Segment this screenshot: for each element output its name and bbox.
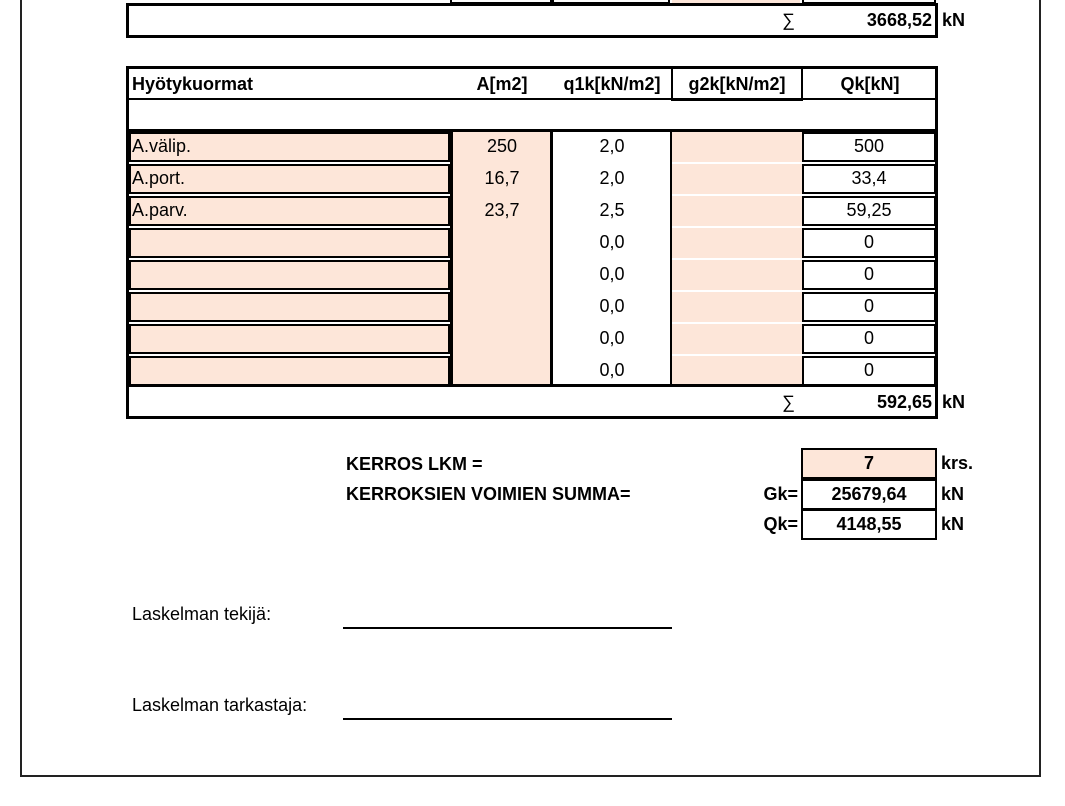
- row-qk: 500: [853, 136, 885, 156]
- row-qk: 0: [863, 264, 874, 284]
- header-g2k: g2k[kN/m2]: [688, 74, 786, 94]
- row-q1k: 0,0: [599, 264, 625, 284]
- row-name-cell[interactable]: [129, 356, 450, 386]
- row-q1k: 0,0: [599, 232, 625, 252]
- row-area: 250: [486, 136, 518, 156]
- row-g2k-cell[interactable]: [672, 228, 802, 258]
- qk-label: Qk=: [763, 514, 798, 534]
- sum-symbol: ∑: [782, 392, 795, 412]
- top-sum-unit: kN: [942, 10, 966, 30]
- row-q1k: 2,0: [599, 168, 625, 188]
- row-q1k: 2,5: [599, 200, 625, 220]
- forces-label: KERROKSIEN VOIMIEN SUMMA=: [346, 484, 631, 504]
- q1k-column-right-border: [670, 132, 672, 385]
- row-name-cell[interactable]: [129, 260, 450, 290]
- qk-unit: kN: [941, 514, 965, 534]
- checker-label: Laskelman tarkastaja:: [132, 695, 308, 715]
- header-name: Hyötykuormat: [132, 74, 254, 94]
- author-signature-line: [343, 627, 672, 629]
- row-qk: 59,25: [846, 200, 892, 220]
- row-g2k-cell[interactable]: [672, 164, 802, 194]
- checker-signature-line: [343, 718, 672, 720]
- row-g2k-cell[interactable]: [672, 132, 802, 162]
- row-area: 23,7: [484, 200, 520, 220]
- row-name: A.parv.: [132, 200, 188, 220]
- row-name: A.välip.: [132, 136, 192, 156]
- row-q1k: 0,0: [599, 328, 625, 348]
- row-qk: 33,4: [851, 168, 887, 188]
- row-q1k: 2,0: [599, 136, 625, 156]
- header-qk: Qk[kN]: [840, 74, 900, 94]
- gk-label: Gk=: [763, 484, 798, 504]
- row-qk: 0: [863, 296, 874, 316]
- row-name-cell[interactable]: [129, 292, 450, 322]
- row-g2k-cell[interactable]: [672, 196, 802, 226]
- row-g2k-cell[interactable]: [672, 260, 802, 290]
- live-sum-value: 592,65: [876, 392, 932, 412]
- header-area: A[m2]: [476, 74, 528, 94]
- row-name-cell[interactable]: [129, 228, 450, 258]
- row-g2k-cell[interactable]: [672, 292, 802, 322]
- row-name: A.port.: [132, 168, 186, 188]
- row-qk: 0: [863, 232, 874, 252]
- floors-value: 7: [863, 453, 874, 473]
- row-g2k-cell[interactable]: [672, 356, 802, 386]
- sum-symbol: ∑: [782, 10, 795, 30]
- header-q1k: q1k[kN/m2]: [563, 74, 661, 94]
- floors-unit: krs.: [941, 453, 974, 473]
- author-label: Laskelman tekijä:: [132, 604, 272, 624]
- gk-unit: kN: [941, 484, 965, 504]
- row-name-cell[interactable]: [129, 324, 450, 354]
- row-g2k-cell[interactable]: [672, 324, 802, 354]
- qk-value: 4148,55: [836, 514, 902, 534]
- row-area: 16,7: [484, 168, 520, 188]
- row-qk: 0: [863, 328, 874, 348]
- row-q1k: 0,0: [599, 360, 625, 380]
- live-sum-unit: kN: [942, 392, 966, 412]
- row-qk: 0: [863, 360, 874, 380]
- top-sum-value: 3668,52: [866, 10, 932, 30]
- gk-value: 25679,64: [831, 484, 907, 504]
- row-q1k: 0,0: [599, 296, 625, 316]
- floors-label: KERROS LKM =: [346, 454, 483, 474]
